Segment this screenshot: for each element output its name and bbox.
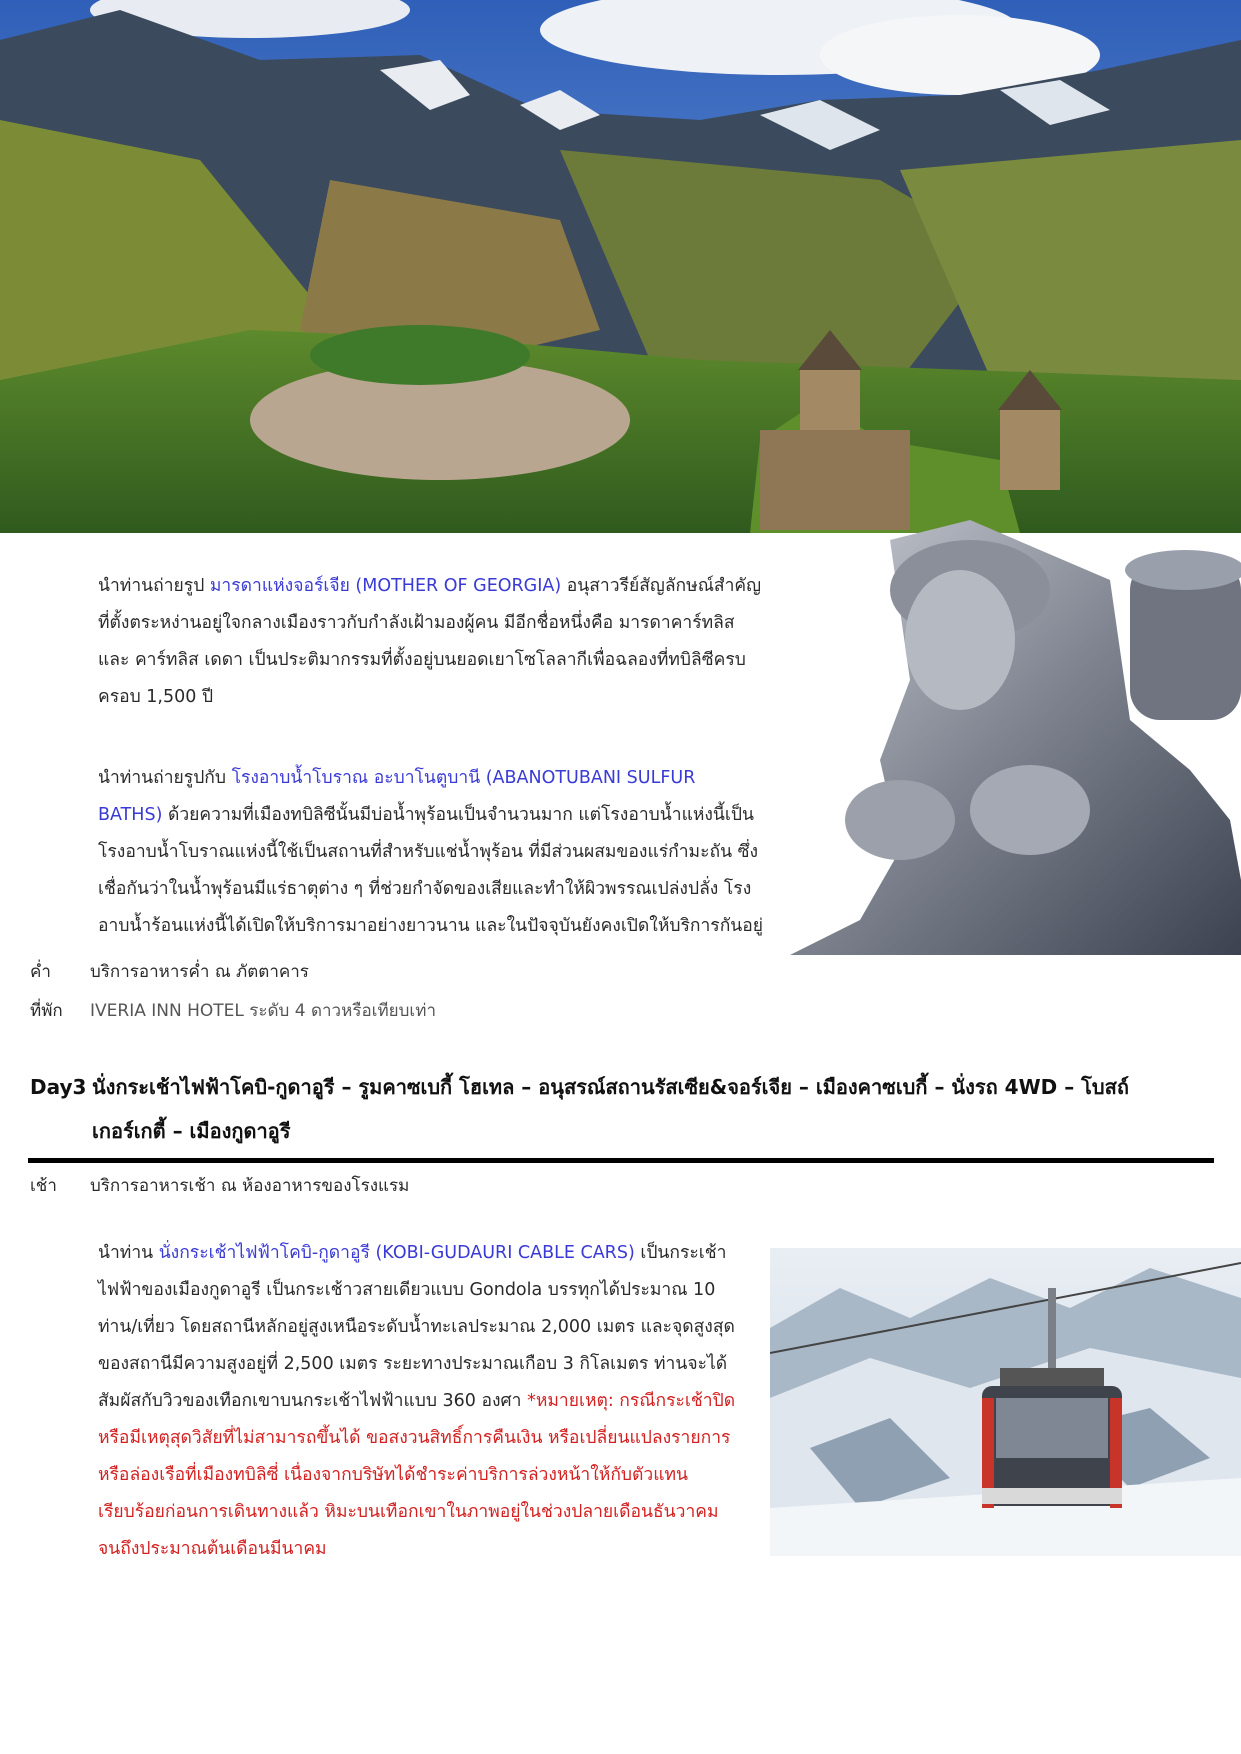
p1-line2: ที่ตั้งตระหง่านอยู่ใจกลางเมืองราวกับกำลังเฝ้ามองผู้คน มีอีกชื่อหนึ่งคือ มารดาคาร์ทลิส <box>98 613 735 633</box>
p3-line2: ไฟฟ้าของเมืองกูดาอูรี เป็นกระเช้าวสายเดียวแบบ Gondola บรรทุกได้ประมาณ 10 <box>98 1280 716 1300</box>
abanotubani-highlight: โรงอาบน้ำโบราณ อะบาโนตูบานี (ABANOTUBANI SULFUR <box>231 768 696 788</box>
p3-line5: สัมผัสกับวิวของเทือกเขาบนกระเช้าไฟฟ้าแบบ 360 องศา *หมายเหตุ: กรณีกระเช้าปิด <box>98 1391 736 1411</box>
dinner-row <box>30 958 309 985</box>
p3-line4: ของสถานีมีความสูงอยู่ที่ 2,500 เมตร ระยะทางประมาณเกือบ 3 กิโลเมตร ท่านจะได้ <box>98 1354 728 1374</box>
day3-tag: Day3 <box>30 1075 87 1099</box>
day3-title-line1: Day3 นั่งกระเช้าไฟฟ้าโคบิ-กูดาอูรี – รูมคาซเบกี้ โฮเทล – อนุสรณ์สถานรัสเซีย&จอร์เจีย – เมืองคาซเบกี้ – นั่งรถ 4WD – โบสถ์ <box>30 1065 1220 1109</box>
p2-line2: BATHS) ด้วยความที่เมืองทบิลิซีนั้นมีบ่อน้ำพุร้อนเป็นจำนวนมาก แต่โรงอาบน้ำแห่งนี้เป็น <box>98 805 754 825</box>
cable-car-highlight: นั่งกระเช้าไฟฟ้าโคบิ-กูดาอูรี (KOBI-GUDAURI CABLE CARS) <box>158 1243 635 1263</box>
breakfast-row <box>30 1172 409 1199</box>
mother-of-georgia-statue-photo <box>790 520 1241 955</box>
p3-line8: เรียบร้อยก่อนการเดินทางแล้ว หิมะบนเทือกเขาในภาพอยู่ในช่วงปลายเดือนธันวาคม <box>98 1502 719 1522</box>
day3-title-line2: เกอร์เกตี้ – เมืองกูดาอูรี <box>92 1119 291 1143</box>
day3-heading <box>30 1065 1220 1153</box>
abanotubani-paragraph <box>98 760 788 945</box>
breakfast-label: เช้า <box>30 1176 57 1196</box>
p1-line1: นำท่านถ่ายรูป มารดาแห่งจอร์เจีย (MOTHER OF GEORGIA) อนุสาวรีย์สัญลักษณ์สำคัญ <box>98 576 762 596</box>
p3-line3: ท่าน/เที่ยว โดยสถานีหลักอยู่สูงเหนือระดับน้ำทะเลประมาณ 2,000 เมตร และจุดสูงสุด <box>98 1317 735 1337</box>
hotel-text: IVERIA INN HOTEL ระดับ 4 ดาวหรือเทียบเท่า <box>90 1001 436 1021</box>
cable-car-paragraph <box>98 1235 768 1568</box>
p3-line7: หรือล่องเรือที่เมืองทบิลิซี่ เนื่องจากบริษัทได้ชำระค่าบริการล่วงหน้าให้กับตัวแทน <box>98 1465 688 1485</box>
p2-line1: นำท่านถ่ายรูปกับ โรงอาบน้ำโบราณ อะบาโนตูบานี (ABANOTUBANI SULFUR <box>98 768 696 788</box>
hotel-label: ที่พัก <box>30 1001 63 1021</box>
section-divider <box>28 1158 1214 1163</box>
p3-line9: จนถึงประมาณต้นเดือนมีนาคม <box>98 1539 327 1559</box>
p2-line5: อาบน้ำร้อนแห่งนี้ได้เปิดให้บริการมาอย่างยาวนาน และในปัจจุบันยังคงเปิดให้บริการกันอยู่ <box>98 916 764 936</box>
p2-line4: เชื่อกันว่าในน้ำพุร้อนมีแร่ธาตุต่าง ๆ ที่ช่วยกำจัดของเสียและทำให้ผิวพรรณเปล่งปลั่ง โรง <box>98 879 752 899</box>
dinner-text: บริการอาหารค่ำ ณ ภัตตาคาร <box>90 962 309 982</box>
hotel-row <box>30 997 436 1024</box>
dinner-label: ค่ำ <box>30 962 51 982</box>
p1-line4: ครอบ 1,500 ปี <box>98 687 214 707</box>
mother-of-georgia-highlight: มารดาแห่งจอร์เจีย (MOTHER OF GEORGIA) <box>209 576 562 596</box>
p3-line6: หรือมีเหตุสุดวิสัยที่ไม่สามารถขึ้นได้ ขอสงวนสิทธิ์การคืนเงิน หรือเปลี่ยนแปลงรายการ <box>98 1428 731 1448</box>
p2-line3: โรงอาบน้ำโบราณแห่งนี้ใช้เป็นสถานที่สำหรับแช่น้ำพุร้อน ที่มีส่วนผสมของแร่กำมะถัน ซึ่ง <box>98 842 759 862</box>
p3-line1: นำท่าน นั่งกระเช้าไฟฟ้าโคบิ-กูดาอูรี (KOBI-GUDAURI CABLE CARS) เป็นกระเช้า <box>98 1243 727 1263</box>
cable-car-photo <box>770 1248 1241 1556</box>
mother-of-georgia-paragraph <box>98 568 788 716</box>
p1-line3: และ คาร์ทลิส เดดา เป็นประติมากรรมที่ตั้งอยู่บนยอดเยาโซโลลากีเพื่อฉลองที่ทบิลิซีครบ <box>98 650 746 670</box>
note-label: *หมายเหตุ: กรณีกระเช้าปิด <box>527 1391 736 1411</box>
hero-mountain-photo <box>0 0 1241 533</box>
breakfast-text: บริการอาหารเช้า ณ ห้องอาหารของโรงแรม <box>90 1176 410 1196</box>
